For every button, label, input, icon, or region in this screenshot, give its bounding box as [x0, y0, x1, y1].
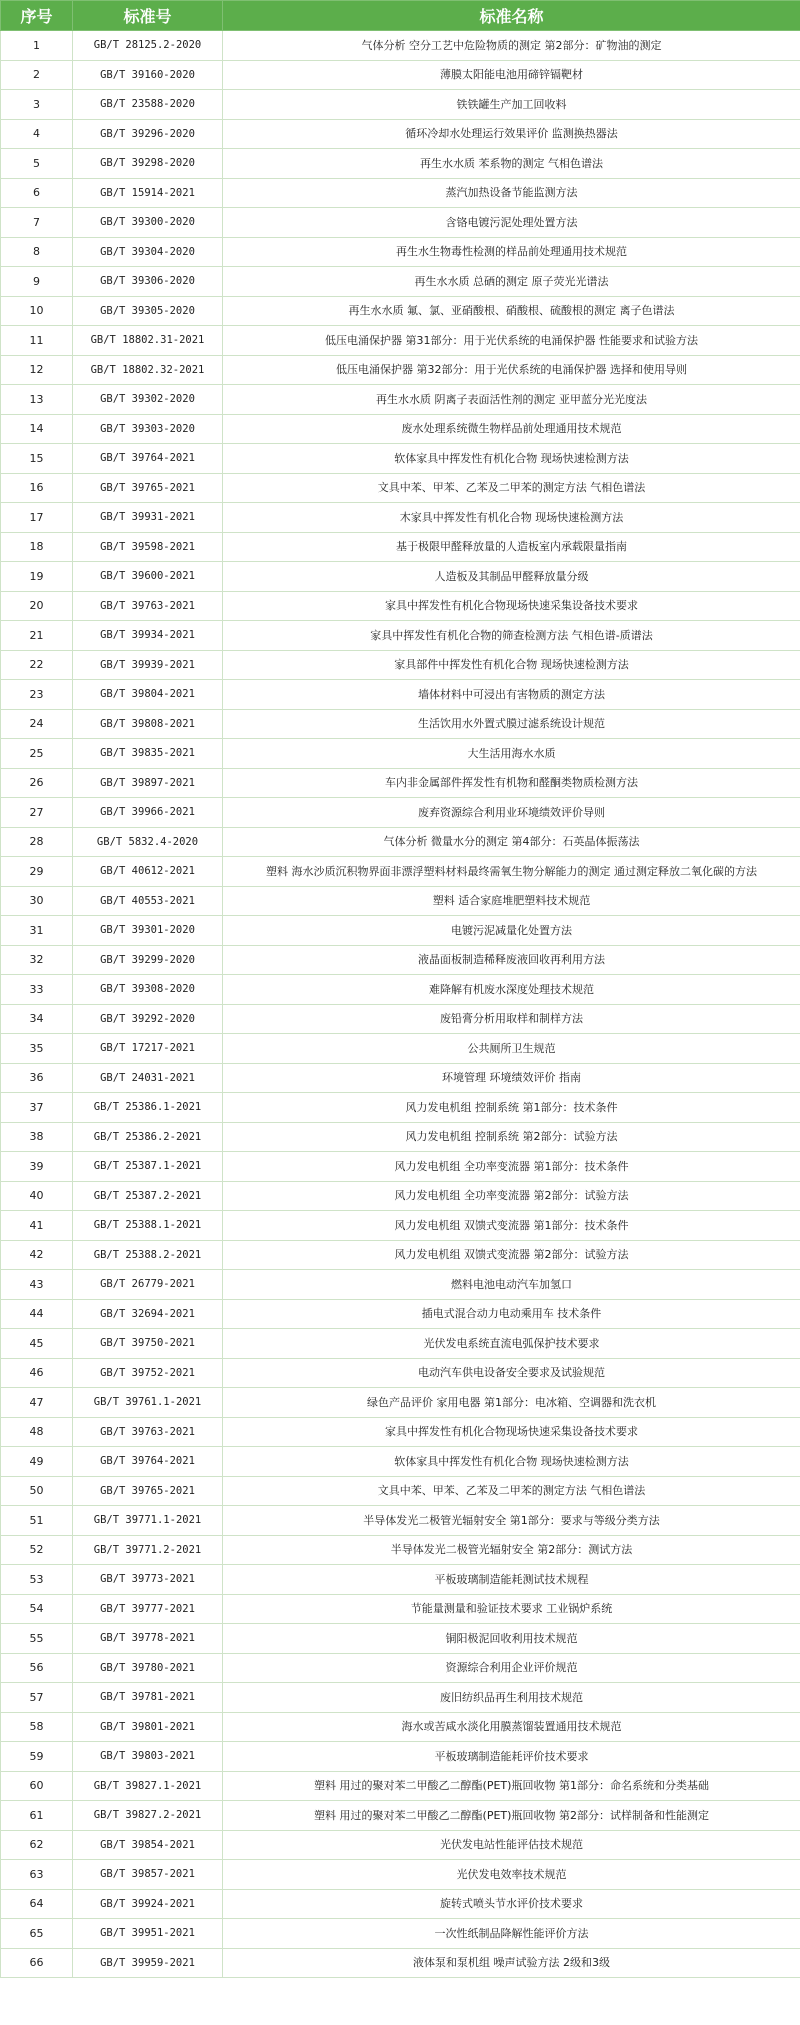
cell-code: GB/T 39835-2021	[73, 739, 223, 769]
cell-code: GB/T 39771.1-2021	[73, 1506, 223, 1536]
cell-seq: 38	[1, 1122, 73, 1152]
cell-seq: 49	[1, 1447, 73, 1477]
cell-name: 文具中苯、甲苯、乙苯及二甲苯的测定方法 气相色谱法	[223, 1476, 800, 1506]
cell-seq: 4	[1, 119, 73, 149]
cell-seq: 20	[1, 591, 73, 621]
cell-name: 塑料 海水沙质沉积物界面非漂浮塑料材料最终需氧生物分解能力的测定 通过测定释放二氧化碳的方法	[223, 857, 800, 887]
cell-name: 再生水生物毒性检测的样品前处理通用技术规范	[223, 237, 800, 267]
cell-code: GB/T 39764-2021	[73, 444, 223, 474]
cell-code: GB/T 39939-2021	[73, 650, 223, 680]
header-seq: 序号	[1, 1, 73, 31]
cell-code: GB/T 39308-2020	[73, 975, 223, 1005]
cell-name: 公共厕所卫生规范	[223, 1034, 800, 1064]
cell-code: GB/T 39804-2021	[73, 680, 223, 710]
cell-seq: 16	[1, 473, 73, 503]
cell-code: GB/T 15914-2021	[73, 178, 223, 208]
table-row	[1, 1122, 800, 1152]
cell-code: GB/T 39934-2021	[73, 621, 223, 651]
cell-name: 难降解有机废水深度处理技术规范	[223, 975, 800, 1005]
cell-code: GB/T 39300-2020	[73, 208, 223, 238]
table-row	[1, 650, 800, 680]
table-row	[1, 1830, 800, 1860]
table-row	[1, 208, 800, 238]
cell-seq: 36	[1, 1063, 73, 1093]
cell-name: 废旧纺织品再生利用技术规范	[223, 1683, 800, 1713]
cell-name: 低压电涌保护器 第31部分：用于光伏系统的电涌保护器 性能要求和试验方法	[223, 326, 800, 356]
table-row	[1, 1476, 800, 1506]
table-body	[1, 31, 800, 1978]
table-row	[1, 503, 800, 533]
table-row	[1, 1919, 800, 1949]
cell-name: 电动汽车供电设备安全要求及试验规范	[223, 1358, 800, 1388]
cell-name: 人造板及其制品甲醛释放量分级	[223, 562, 800, 592]
cell-seq: 21	[1, 621, 73, 651]
cell-name: 一次性纸制品降解性能评价方法	[223, 1919, 800, 1949]
cell-seq: 27	[1, 798, 73, 828]
table-row	[1, 1358, 800, 1388]
cell-code: GB/T 39966-2021	[73, 798, 223, 828]
cell-seq: 23	[1, 680, 73, 710]
table-row	[1, 1624, 800, 1654]
table-header-row	[1, 1, 800, 31]
cell-name: 软体家具中挥发性有机化合物 现场快速检测方法	[223, 444, 800, 474]
cell-code: GB/T 39808-2021	[73, 709, 223, 739]
cell-seq: 12	[1, 355, 73, 385]
cell-name: 墙体材料中可浸出有害物质的测定方法	[223, 680, 800, 710]
cell-seq: 61	[1, 1801, 73, 1831]
table-row	[1, 1771, 800, 1801]
cell-name: 气体分析 微量水分的测定 第4部分：石英晶体振荡法	[223, 827, 800, 857]
cell-name: 风力发电机组 双馈式变流器 第1部分：技术条件	[223, 1211, 800, 1241]
cell-seq: 22	[1, 650, 73, 680]
cell-code: GB/T 40553-2021	[73, 886, 223, 916]
cell-name: 废水处理系统微生物样品前处理通用技术规范	[223, 414, 800, 444]
table-row	[1, 1565, 800, 1595]
cell-seq: 19	[1, 562, 73, 592]
cell-seq: 3	[1, 90, 73, 120]
cell-name: 塑料 适合家庭堆肥塑料技术规范	[223, 886, 800, 916]
cell-name: 海水或苦咸水淡化用膜蒸馏装置通用技术规范	[223, 1712, 800, 1742]
cell-seq: 8	[1, 237, 73, 267]
cell-seq: 7	[1, 208, 73, 238]
cell-code: GB/T 39299-2020	[73, 945, 223, 975]
cell-seq: 2	[1, 60, 73, 90]
cell-code: GB/T 39306-2020	[73, 267, 223, 297]
cell-seq: 5	[1, 149, 73, 179]
table-row	[1, 945, 800, 975]
cell-seq: 26	[1, 768, 73, 798]
cell-code: GB/T 39827.2-2021	[73, 1801, 223, 1831]
cell-seq: 24	[1, 709, 73, 739]
cell-name: 光伏发电系统直流电弧保护技术要求	[223, 1329, 800, 1359]
cell-seq: 13	[1, 385, 73, 415]
table-row	[1, 680, 800, 710]
cell-name: 平板玻璃制造能耗评价技术要求	[223, 1742, 800, 1772]
cell-seq: 29	[1, 857, 73, 887]
cell-code: GB/T 23588-2020	[73, 90, 223, 120]
cell-name: 风力发电机组 双馈式变流器 第2部分：试验方法	[223, 1240, 800, 1270]
table-row	[1, 178, 800, 208]
cell-code: GB/T 39761.1-2021	[73, 1388, 223, 1418]
cell-code: GB/T 39600-2021	[73, 562, 223, 592]
cell-name: 风力发电机组 全功率变流器 第1部分：技术条件	[223, 1152, 800, 1182]
cell-code: GB/T 39771.2-2021	[73, 1535, 223, 1565]
cell-name: 资源综合利用企业评价规范	[223, 1653, 800, 1683]
table-row	[1, 1004, 800, 1034]
table-row	[1, 975, 800, 1005]
cell-seq: 58	[1, 1712, 73, 1742]
cell-code: GB/T 25387.1-2021	[73, 1152, 223, 1182]
cell-code: GB/T 18802.32-2021	[73, 355, 223, 385]
cell-seq: 10	[1, 296, 73, 326]
cell-code: GB/T 39931-2021	[73, 503, 223, 533]
cell-name: 生活饮用水外置式膜过滤系统设计规范	[223, 709, 800, 739]
cell-seq: 11	[1, 326, 73, 356]
cell-code: GB/T 39897-2021	[73, 768, 223, 798]
cell-code: GB/T 39752-2021	[73, 1358, 223, 1388]
cell-name: 环境管理 环境绩效评价 指南	[223, 1063, 800, 1093]
cell-code: GB/T 39598-2021	[73, 532, 223, 562]
cell-name: 基于极限甲醛释放量的人造板室内承载限量指南	[223, 532, 800, 562]
cell-name: 塑料 用过的聚对苯二甲酸乙二醇酯(PET)瓶回收物 第2部分：试样制备和性能测定	[223, 1801, 800, 1831]
cell-name: 插电式混合动力电动乘用车 技术条件	[223, 1299, 800, 1329]
cell-seq: 48	[1, 1417, 73, 1447]
cell-seq: 6	[1, 178, 73, 208]
table-row	[1, 1093, 800, 1123]
cell-name: 再生水水质 总硒的测定 原子荧光光谱法	[223, 267, 800, 297]
cell-name: 绿色产品评价 家用电器 第1部分：电冰箱、空调器和洗衣机	[223, 1388, 800, 1418]
table-row	[1, 1417, 800, 1447]
cell-code: GB/T 39292-2020	[73, 1004, 223, 1034]
cell-seq: 17	[1, 503, 73, 533]
table-row	[1, 237, 800, 267]
cell-code: GB/T 39780-2021	[73, 1653, 223, 1683]
table-row	[1, 1270, 800, 1300]
table-row	[1, 1181, 800, 1211]
cell-seq: 35	[1, 1034, 73, 1064]
cell-code: GB/T 39302-2020	[73, 385, 223, 415]
cell-name: 光伏发电效率技术规范	[223, 1860, 800, 1890]
cell-name: 风力发电机组 全功率变流器 第2部分：试验方法	[223, 1181, 800, 1211]
cell-code: GB/T 39781-2021	[73, 1683, 223, 1713]
cell-name: 车内非金属部件挥发性有机物和醛酮类物质检测方法	[223, 768, 800, 798]
cell-seq: 32	[1, 945, 73, 975]
cell-code: GB/T 39924-2021	[73, 1889, 223, 1919]
table-row	[1, 621, 800, 651]
cell-name: 薄膜太阳能电池用碲锌镉靶材	[223, 60, 800, 90]
cell-name: 铜阳极泥回收利用技术规范	[223, 1624, 800, 1654]
cell-name: 家具中挥发性有机化合物现场快速采集设备技术要求	[223, 1417, 800, 1447]
table-row	[1, 1211, 800, 1241]
table-row	[1, 1506, 800, 1536]
table-row	[1, 326, 800, 356]
cell-code: GB/T 39857-2021	[73, 1860, 223, 1890]
cell-name: 低压电涌保护器 第32部分：用于光伏系统的电涌保护器 选择和使用导则	[223, 355, 800, 385]
cell-name: 电镀污泥减量化处置方法	[223, 916, 800, 946]
table-row	[1, 768, 800, 798]
table-row	[1, 1594, 800, 1624]
cell-name: 风力发电机组 控制系统 第1部分：技术条件	[223, 1093, 800, 1123]
cell-name: 木家具中挥发性有机化合物 现场快速检测方法	[223, 503, 800, 533]
cell-seq: 47	[1, 1388, 73, 1418]
cell-name: 含铬电镀污泥处理处置方法	[223, 208, 800, 238]
table-row	[1, 1034, 800, 1064]
cell-code: GB/T 39959-2021	[73, 1948, 223, 1978]
cell-seq: 46	[1, 1358, 73, 1388]
cell-code: GB/T 28125.2-2020	[73, 31, 223, 61]
table-row	[1, 827, 800, 857]
table-row	[1, 1240, 800, 1270]
cell-seq: 43	[1, 1270, 73, 1300]
table-row	[1, 1712, 800, 1742]
cell-code: GB/T 25386.1-2021	[73, 1093, 223, 1123]
cell-code: GB/T 39827.1-2021	[73, 1771, 223, 1801]
header-name: 标准名称	[223, 1, 800, 31]
cell-name: 铁铁罐生产加工回收料	[223, 90, 800, 120]
cell-code: GB/T 32694-2021	[73, 1299, 223, 1329]
table-row	[1, 1447, 800, 1477]
cell-name: 大生活用海水水质	[223, 739, 800, 769]
table-row	[1, 886, 800, 916]
cell-seq: 50	[1, 1476, 73, 1506]
table-row	[1, 857, 800, 887]
cell-seq: 15	[1, 444, 73, 474]
cell-name: 半导体发光二极管光辐射安全 第1部分：要求与等级分类方法	[223, 1506, 800, 1536]
cell-name: 燃料电池电动汽车加氢口	[223, 1270, 800, 1300]
table-row	[1, 1535, 800, 1565]
table-row	[1, 1683, 800, 1713]
cell-seq: 60	[1, 1771, 73, 1801]
table-row	[1, 1653, 800, 1683]
cell-seq: 51	[1, 1506, 73, 1536]
table-row	[1, 1948, 800, 1978]
table-row	[1, 385, 800, 415]
table-row	[1, 916, 800, 946]
cell-name: 平板玻璃制造能耗测试技术规程	[223, 1565, 800, 1595]
cell-seq: 57	[1, 1683, 73, 1713]
table-row	[1, 1329, 800, 1359]
cell-name: 半导体发光二极管光辐射安全 第2部分：测试方法	[223, 1535, 800, 1565]
cell-seq: 28	[1, 827, 73, 857]
cell-code: GB/T 39750-2021	[73, 1329, 223, 1359]
table-row	[1, 1801, 800, 1831]
cell-seq: 39	[1, 1152, 73, 1182]
cell-name: 蒸汽加热设备节能监测方法	[223, 178, 800, 208]
cell-seq: 18	[1, 532, 73, 562]
table-row	[1, 798, 800, 828]
cell-name: 再生水水质 苯系物的测定 气相色谱法	[223, 149, 800, 179]
table-row	[1, 119, 800, 149]
cell-seq: 44	[1, 1299, 73, 1329]
table-row	[1, 296, 800, 326]
cell-code: GB/T 39801-2021	[73, 1712, 223, 1742]
cell-code: GB/T 39951-2021	[73, 1919, 223, 1949]
cell-code: GB/T 26779-2021	[73, 1270, 223, 1300]
cell-code: GB/T 39778-2021	[73, 1624, 223, 1654]
table-row	[1, 591, 800, 621]
cell-seq: 45	[1, 1329, 73, 1359]
cell-code: GB/T 24031-2021	[73, 1063, 223, 1093]
cell-code: GB/T 39773-2021	[73, 1565, 223, 1595]
cell-seq: 64	[1, 1889, 73, 1919]
table-row	[1, 414, 800, 444]
cell-code: GB/T 39763-2021	[73, 1417, 223, 1447]
cell-code: GB/T 5832.4-2020	[73, 827, 223, 857]
cell-seq: 42	[1, 1240, 73, 1270]
cell-seq: 59	[1, 1742, 73, 1772]
cell-code: GB/T 25388.2-2021	[73, 1240, 223, 1270]
cell-code: GB/T 39763-2021	[73, 591, 223, 621]
cell-name: 塑料 用过的聚对苯二甲酸乙二醇酯(PET)瓶回收物 第1部分：命名系统和分类基础	[223, 1771, 800, 1801]
cell-code: GB/T 39803-2021	[73, 1742, 223, 1772]
cell-seq: 25	[1, 739, 73, 769]
table-row	[1, 1742, 800, 1772]
cell-code: GB/T 39765-2021	[73, 1476, 223, 1506]
cell-name: 旋转式喷头节水评价技术要求	[223, 1889, 800, 1919]
table-row	[1, 739, 800, 769]
cell-name: 液晶面板制造稀释废液回收再利用方法	[223, 945, 800, 975]
cell-code: GB/T 17217-2021	[73, 1034, 223, 1064]
cell-name: 家具中挥发性有机化合物现场快速采集设备技术要求	[223, 591, 800, 621]
cell-code: GB/T 18802.31-2021	[73, 326, 223, 356]
cell-seq: 1	[1, 31, 73, 61]
cell-seq: 63	[1, 1860, 73, 1890]
table-row	[1, 532, 800, 562]
cell-name: 再生水水质 氟、氯、亚硝酸根、硝酸根、硫酸根的测定 离子色谱法	[223, 296, 800, 326]
table-row	[1, 709, 800, 739]
cell-seq: 34	[1, 1004, 73, 1034]
cell-code: GB/T 39854-2021	[73, 1830, 223, 1860]
cell-seq: 66	[1, 1948, 73, 1978]
cell-seq: 62	[1, 1830, 73, 1860]
cell-name: 光伏发电站性能评估技术规范	[223, 1830, 800, 1860]
cell-code: GB/T 39305-2020	[73, 296, 223, 326]
cell-seq: 31	[1, 916, 73, 946]
table-row	[1, 1388, 800, 1418]
cell-code: GB/T 25386.2-2021	[73, 1122, 223, 1152]
cell-seq: 56	[1, 1653, 73, 1683]
cell-name: 家具部件中挥发性有机化合物 现场快速检测方法	[223, 650, 800, 680]
cell-seq: 37	[1, 1093, 73, 1123]
header-code: 标准号	[73, 1, 223, 31]
cell-name: 文具中苯、甲苯、乙苯及二甲苯的测定方法 气相色谱法	[223, 473, 800, 503]
cell-code: GB/T 39296-2020	[73, 119, 223, 149]
table-row	[1, 267, 800, 297]
cell-name: 气体分析 空分工艺中危险物质的测定 第2部分：矿物油的测定	[223, 31, 800, 61]
table-row	[1, 562, 800, 592]
cell-code: GB/T 39777-2021	[73, 1594, 223, 1624]
cell-code: GB/T 39298-2020	[73, 149, 223, 179]
cell-seq: 52	[1, 1535, 73, 1565]
table-row	[1, 444, 800, 474]
cell-seq: 41	[1, 1211, 73, 1241]
table-row	[1, 1152, 800, 1182]
table-row	[1, 90, 800, 120]
cell-code: GB/T 25388.1-2021	[73, 1211, 223, 1241]
table-row	[1, 1889, 800, 1919]
table-row	[1, 1299, 800, 1329]
cell-code: GB/T 39160-2020	[73, 60, 223, 90]
cell-seq: 65	[1, 1919, 73, 1949]
table-row	[1, 31, 800, 61]
cell-name: 节能量测量和验证技术要求 工业锅炉系统	[223, 1594, 800, 1624]
cell-seq: 55	[1, 1624, 73, 1654]
cell-name: 再生水水质 阴离子表面活性剂的测定 亚甲蓝分光光度法	[223, 385, 800, 415]
cell-code: GB/T 39301-2020	[73, 916, 223, 946]
table-row	[1, 1860, 800, 1890]
cell-code: GB/T 39304-2020	[73, 237, 223, 267]
cell-seq: 30	[1, 886, 73, 916]
cell-name: 废铅膏分析用取样和制样方法	[223, 1004, 800, 1034]
cell-name: 废弃资源综合利用业环境绩效评价导则	[223, 798, 800, 828]
cell-code: GB/T 39764-2021	[73, 1447, 223, 1477]
cell-seq: 54	[1, 1594, 73, 1624]
cell-code: GB/T 40612-2021	[73, 857, 223, 887]
cell-name: 液体泵和泵机组 噪声试验方法 2级和3级	[223, 1948, 800, 1978]
cell-code: GB/T 39765-2021	[73, 473, 223, 503]
table-row	[1, 473, 800, 503]
cell-name: 软体家具中挥发性有机化合物 现场快速检测方法	[223, 1447, 800, 1477]
cell-seq: 33	[1, 975, 73, 1005]
cell-seq: 14	[1, 414, 73, 444]
cell-code: GB/T 25387.2-2021	[73, 1181, 223, 1211]
cell-name: 循环冷却水处理运行效果评价 监测换热器法	[223, 119, 800, 149]
cell-code: GB/T 39303-2020	[73, 414, 223, 444]
table-row	[1, 355, 800, 385]
cell-name: 家具中挥发性有机化合物的筛查检测方法 气相色谱-质谱法	[223, 621, 800, 651]
table-row	[1, 1063, 800, 1093]
cell-seq: 40	[1, 1181, 73, 1211]
cell-name: 风力发电机组 控制系统 第2部分：试验方法	[223, 1122, 800, 1152]
table-row	[1, 149, 800, 179]
table-row	[1, 60, 800, 90]
cell-seq: 9	[1, 267, 73, 297]
cell-seq: 53	[1, 1565, 73, 1595]
